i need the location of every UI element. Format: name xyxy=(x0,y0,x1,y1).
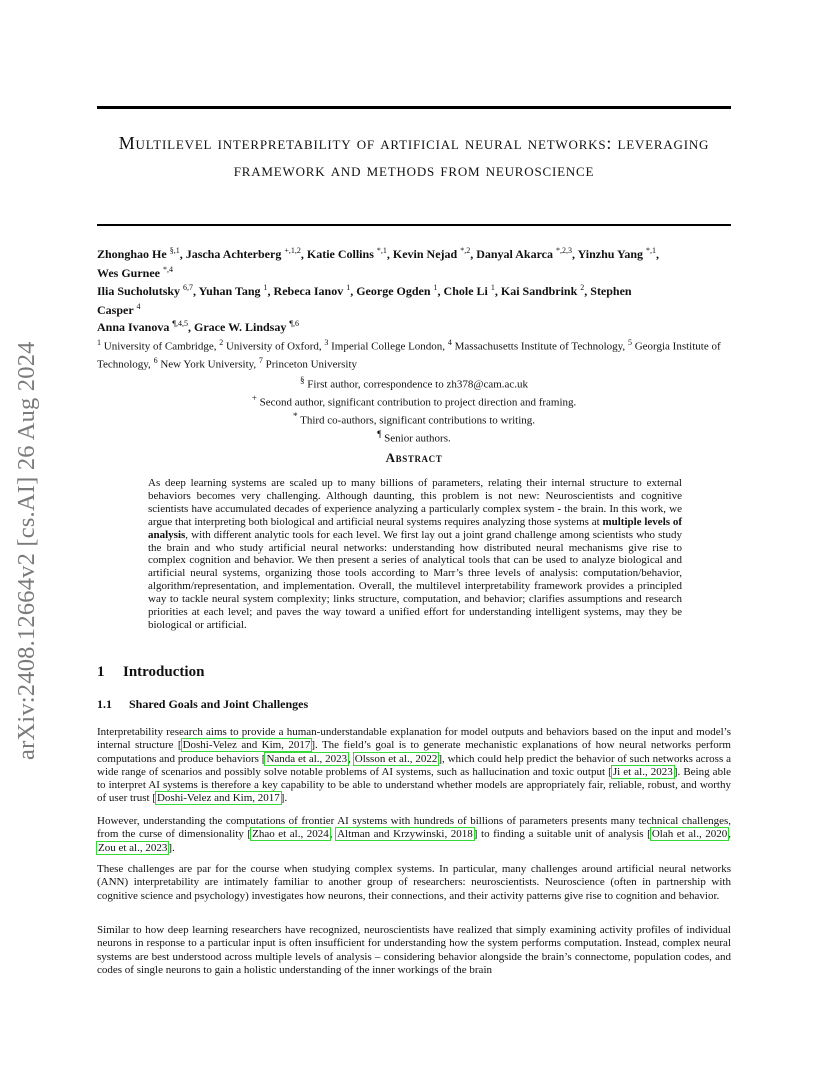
title-rule-top xyxy=(97,106,731,109)
intro-paragraph-4: Similar to how deep learning researchers have recognized, neuroscientists have realized that simply examining activity profiles of individual neurons in response to a particular input is often insufficient for understanding how the system performs computation. Instead, complex neural systems are best understood across multiple levels of analysis – considering behavior alongside the brain’s connectome, population codes, and codes of single neurons to gain a holistic understanding of the inner workings of the brain xyxy=(97,924,731,976)
citation-link[interactable]: Doshi-Velez and Kim, 2017 xyxy=(182,739,311,752)
citation-link[interactable]: Olah et al., 2020 xyxy=(651,828,728,841)
section-heading: 1 Introduction xyxy=(97,664,205,680)
note-third-authors: * Third co-authors, significant contributions to writing. xyxy=(292,411,536,427)
citation-link[interactable]: Doshi-Velez and Kim, 2017 xyxy=(156,792,280,805)
intro-paragraph-3: These challenges are par for the course when studying complex systems. In particular, many challenges around artificial neural networks (ANN) interpretability are intimately familiar to another group of researchers: neuroscientists. Neuroscience (often in partnership with cognitive science and psychology) investigates how neurons, their connections, and their activity patterns give rise to cognition and behavior. xyxy=(97,863,731,902)
note-second-author: + Second author, significant contribution to project direction and framing. xyxy=(251,393,577,409)
author-line-1: Zhonghao He $^{\S,1}$, Jascha Achterberg $^{+,1,2}$, Katie Collins $^{*,1}$, Kevin Nejad $^{*,2}$, Danyal Akarca $^{*,2,3}$, Yinzhu Yang $^{*,1}$, Wes Gurnee $^{*,4}$ xyxy=(97,246,660,280)
affiliations: $^1$ University of Cambridge, $^2$ University of Oxford, $^3$ Imperial College London, $^4$ Massachusetts Institute of Technology, $^5$ Georgia Institute of Technology, $^6$ New York University, $^7$ Princeton University xyxy=(97,338,721,371)
author-line-3: Anna Ivanova $^{\P,4,5}$, Grace W. Lindsay $^{\P,6}$ xyxy=(97,319,299,334)
note-senior-authors: ¶ Senior authors. xyxy=(377,429,451,446)
intro-paragraph-1: Interpretability research aims to provide a human-understandable explanation for model outputs and behaviors based on the input and model’s internal structure [Doshi-Velez and Kim, 2017]. The field’s goal is to generate mechanistic explanations of how neural networks perform computations and produce behaviors [Nanda et al., 2023, Olsson et al., 2022], which could help predict the behavior of such networks across a wide range of scenarios and possibly solve notable problems of AI systems, such as hallucination and toxic output [Ji et al., 2023]. Being able to interpret AI systems is therefore a key capability to be able to understand whether models are appropriately fair, reliable, robust, and worthy of user trust [Doshi-Velez and Kim, 2017]. xyxy=(97,726,732,805)
author-notes xyxy=(97,374,731,447)
note-first-author: § First author, correspondence to zh378@cam.ac.uk xyxy=(299,375,529,391)
citation-link[interactable]: Nanda et al., 2023 xyxy=(266,752,348,765)
abstract-heading: Abstract xyxy=(385,450,443,465)
abstract-text: As deep learning systems are scaled up to many billions of parameters, relating their internal structure to external behaviors becomes very challenging. Although daunting, this problem is not new: Neuroscientists and cognitive scientists have accumulated decades of experience analyzing a particularly complex system - the brain. In this work, we argue that interpreting both biological and artificial neural systems requires analyzing those systems at multiple levels of analysis, with different analytic tools for each level. We first lay out a joint grand challenge among scientists who study the brain and who study artificial neural networks: understanding how distributed neural mechanisms give rise to complex cognition and behavior. We then present a series of analytical tools that can be used to analyze biological and artificial neural systems, organizing those tools according to Marr’s three levels of analysis: computation/behavior, algorithm/representation, and implementation. Overall, the multilevel interpretability framework provides a principled way to tackle neural system complexity; links structure, computation, and behavior; clarifies assumptions and research priorities at each level; and paves the way toward a unified effort for understanding intelligent systems, may they be biological or artificial. xyxy=(148,477,682,631)
author-line-2: Ilia Sucholutsky $^{6,7}$, Yuhan Tang $^1$, Rebeca Ianov $^1$, George Ogden $^1$, Chole Li $^1$, Kai Sandbrink $^2$, Stephen Casper $^4$ xyxy=(97,283,632,317)
intro-paragraph-2: However, understanding the computations of frontier AI systems with hundreds of billions of parameters presents many technical challenges, from the curse of dimensionality [Zhao et al., 2024, Altman and Krzywinski, 2018] to finding a suitable unit of analysis [Olah et al., 2020, Zou et al., 2023]. xyxy=(97,815,732,854)
citation-link[interactable]: Altman and Krzywinski, 2018 xyxy=(337,828,473,841)
citation-link[interactable]: Zhao et al., 2024 xyxy=(252,828,329,841)
paper-title: Multilevel interpretability of artificial neural networks: leveraging framework and methods from neuroscience xyxy=(118,133,710,180)
subsection-heading: 1.1 Shared Goals and Joint Challenges xyxy=(97,697,309,711)
title-rule-bottom xyxy=(97,224,731,226)
citation-link[interactable]: Olsson et al., 2022 xyxy=(354,752,438,765)
arxiv-identifier: arXiv:2408.12664v2 [cs.AI] 26 Aug 2024 xyxy=(13,341,40,760)
citation-link[interactable]: Ji et al., 2023 xyxy=(612,765,673,778)
citation-link[interactable]: Zou et al., 2023 xyxy=(98,841,168,854)
